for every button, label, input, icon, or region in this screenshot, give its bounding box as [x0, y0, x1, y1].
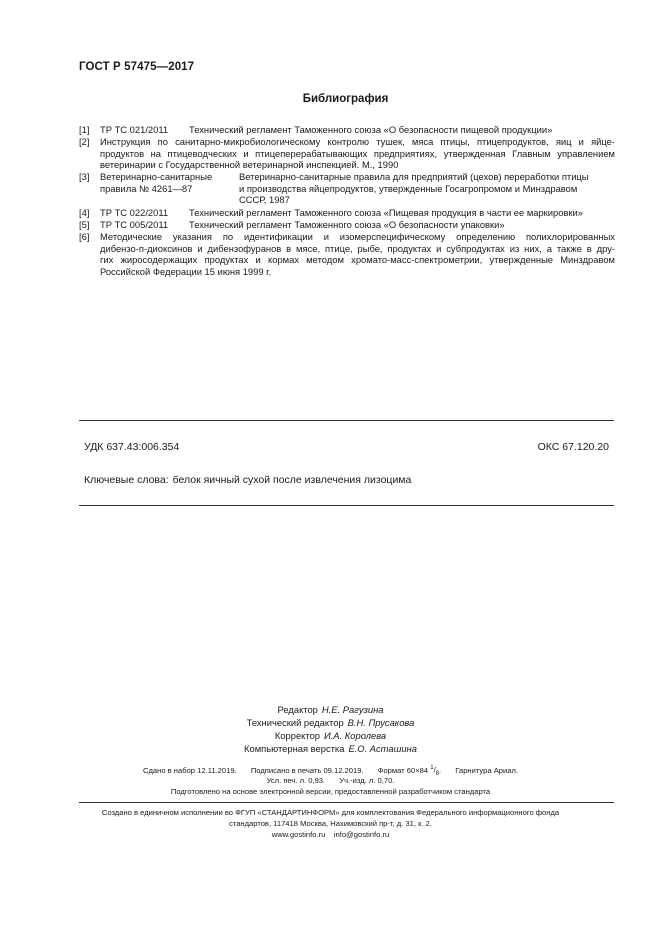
print-sheets: Усл. печ. л. 0,93.: [266, 776, 326, 785]
reference-code: ТР ТС 005/2011: [100, 219, 169, 230]
format-fraction-numerator: 1: [430, 765, 434, 771]
credit-line: [0, 704, 661, 717]
sent-date: Сдано в набор 12.11.2019.: [143, 765, 237, 775]
udc-code: УДК 637.43:006.354: [84, 441, 180, 453]
reference-text-line: СССР, 1987: [239, 194, 290, 206]
reference-text-line: ветеринарии с Государственной ветеринарной инспекцией. М., 1990: [100, 159, 399, 171]
bibliography-title: Библиография: [302, 93, 389, 105]
reference-text-line: и производства яйцепродуктов, утвержденные Госагропромом и Минздравом: [239, 182, 578, 194]
reference-text-line: дибензо-п-диоксинов и дибензофуранов в мясе, птице, рыбе, продуктах и субпродуктах из них, а также в дру-: [100, 242, 615, 254]
credit-role: Редактор: [277, 704, 318, 715]
reference-text-line: Методические указания по идентификации и изомерспецифическому определению полихлорированных: [100, 231, 615, 242]
reference-code: [100, 171, 240, 194]
signed-date: Подписано в печать 09.12.2019.: [250, 765, 364, 775]
credit-role: Корректор: [274, 730, 320, 741]
reference-code-line: правила № 4261—87: [100, 182, 193, 194]
credits: [0, 704, 661, 756]
keywords-label: Ключевые слова:: [84, 474, 169, 486]
reference-text: [100, 231, 615, 277]
reference-item: [79, 231, 615, 279]
reference-number: [3]: [79, 171, 90, 182]
reference-text: Технический регламент Таможенного союза «О безопасности упаковки»: [189, 219, 505, 230]
reference-text-line: продуктов на птицеводческих и птицеперерабатывающих предприятиях, утвержденная Главным управлением: [100, 147, 615, 159]
keywords: [84, 474, 411, 486]
reference-text-line: гих жиросодержащих продуктах и кормах методом хромато-масс-спектрометрии, утвержденные Минздравом: [100, 254, 615, 266]
reference-text-line: Инструкция по санитарно-микробиологическому контролю тушек, мяса птицы, птицепродуктов, яиц и яйце-: [100, 136, 615, 147]
publication-info: [0, 765, 661, 795]
credit-line: [0, 730, 661, 743]
reference-text: Технический регламент Таможенного союза «О безопасности пищевой продукции»: [189, 124, 553, 135]
email-link[interactable]: info@gostinfo.ru: [333, 830, 390, 839]
divider: [79, 505, 614, 506]
credit-name: В.Н. Прусакова: [347, 717, 415, 728]
publisher-line: стандартов, 117418 Москва, Нахимовский пр-т, д. 31, к. 2.: [229, 819, 432, 828]
reference-text-line: Ветеринарно-санитарные правила для предприятий (цехов) переработки птицы: [239, 171, 589, 182]
reference-text: [239, 171, 615, 206]
reference-text: [100, 136, 615, 171]
publisher-contacts: [0, 830, 661, 839]
reference-code: ТР ТС 021/2011: [100, 124, 169, 135]
credit-line: [0, 743, 661, 756]
reference-item: [79, 207, 615, 219]
reference-number: [6]: [79, 231, 90, 242]
divider: [79, 420, 614, 421]
credit-line: [0, 717, 661, 730]
reference-item: [79, 171, 615, 207]
format: Формат 60×84 $^1/_8$.: [377, 765, 442, 778]
format-label: Формат 60×84: [377, 765, 429, 775]
reference-item: [79, 124, 615, 136]
credit-name: Е.О. Асташина: [348, 743, 417, 754]
publisher-sheets: Уч.-изд. л. 0,70.: [339, 776, 395, 785]
reference-number: [2]: [79, 136, 90, 147]
reference-number: [5]: [79, 219, 90, 230]
reference-item: [79, 219, 615, 231]
reference-item: [79, 136, 615, 172]
divider: [79, 802, 614, 803]
format-fraction-denominator: 8: [435, 771, 440, 778]
publication-info-line: [0, 776, 661, 785]
prepared-note: Подготовлено на основе электронной версии, предоставленной разработчиком стандарта: [170, 787, 491, 796]
standard-number: ГОСТ Р 57475—2017: [79, 61, 195, 73]
reference-code: ТР ТС 022/2011: [100, 207, 169, 218]
website-link[interactable]: www.gostinfo.ru: [271, 830, 326, 839]
reference-text-line: Российской Федерации 15 июня 1999 г.: [100, 265, 272, 277]
credit-role: Технический редактор: [246, 717, 344, 728]
publisher-info: [0, 808, 661, 844]
oks-code: ОКС 67.120.20: [537, 441, 609, 453]
credit-name: И.А. Королева: [324, 730, 387, 741]
reference-number: [1]: [79, 124, 90, 135]
reference-number: [4]: [79, 207, 90, 218]
credit-name: Н.Е. Рагузина: [321, 704, 384, 715]
font-info: Гарнитура Ариал.: [455, 765, 518, 775]
credit-role: Компьютерная верстка: [244, 743, 345, 754]
reference-text: Технический регламент Таможенного союза «Пищевая продукция в части ее маркировки»: [189, 207, 583, 218]
keywords-value: белок яичный сухой после извлечения лизоцима: [172, 474, 412, 486]
publisher-line: Создано в единичном исполнении во ФГУП «СТАНДАРТИНФОРМ» для комплектования Федерального информационного фонда: [101, 808, 560, 817]
reference-code-line: Ветеринарно-санитарные: [100, 171, 213, 182]
